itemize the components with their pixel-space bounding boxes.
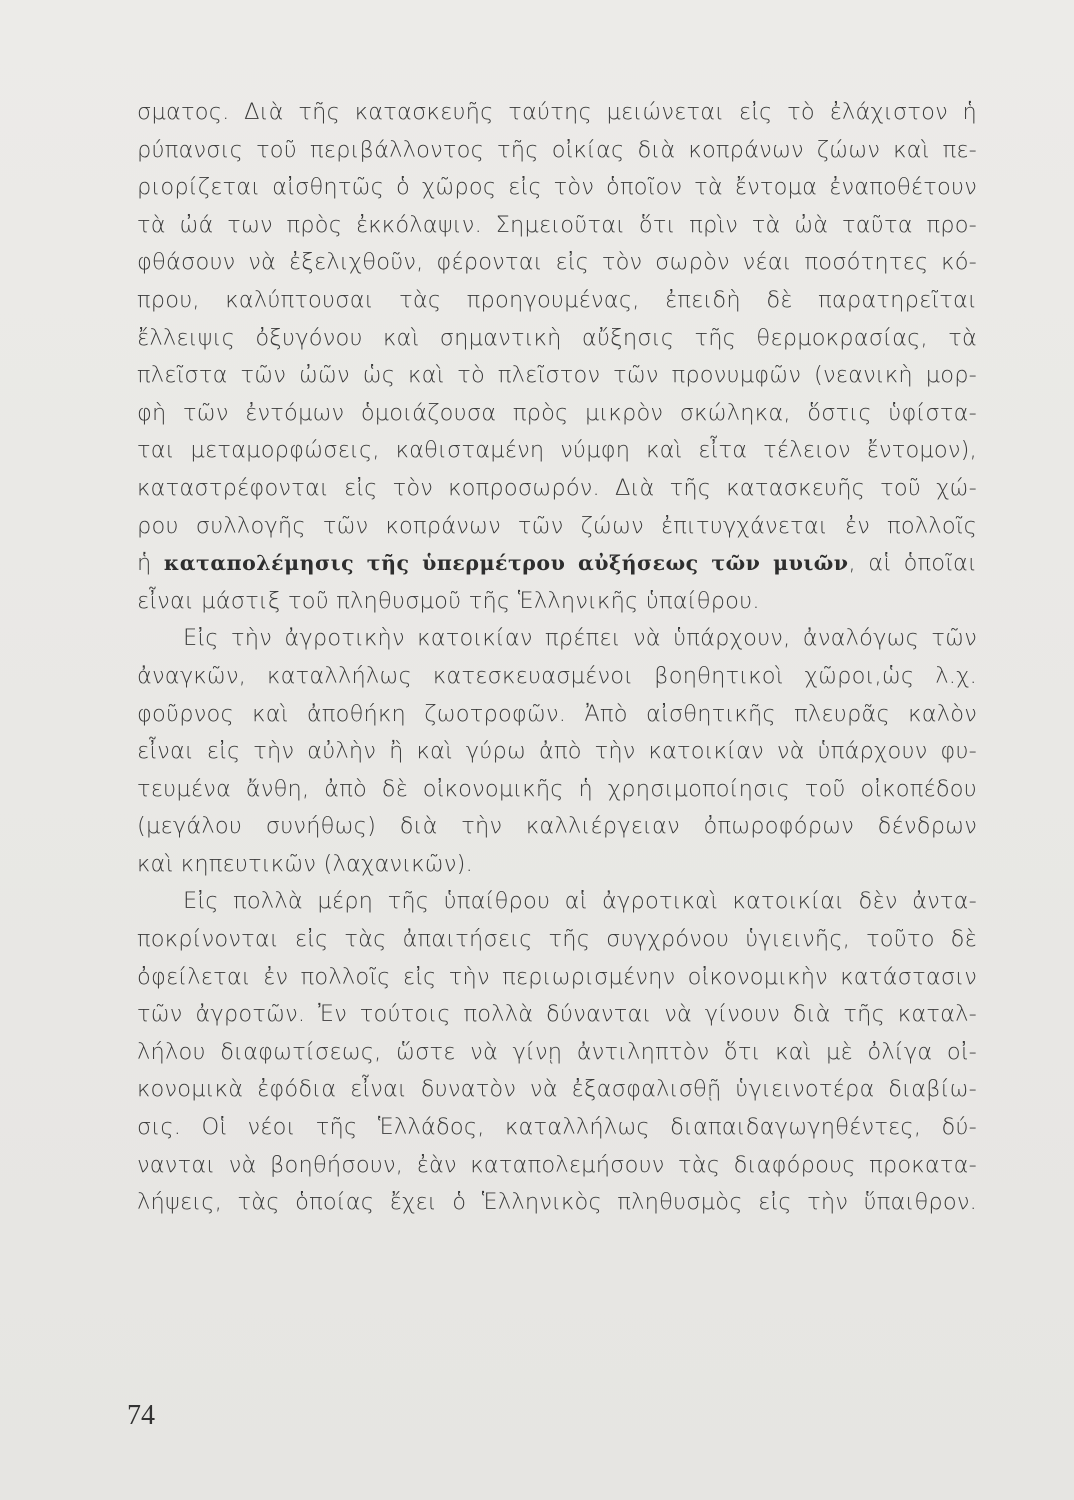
text-line: [137, 1071, 977, 1109]
text-line: [137, 883, 977, 921]
text-line: [137, 244, 977, 282]
text-line: [137, 395, 977, 433]
text-line: [137, 1147, 977, 1185]
line-text: (μεγάλου συνήθως) διὰ τὴν καλλιέργειαν ὀπωροφόρων δένδρων: [137, 813, 977, 840]
text-line: [137, 583, 977, 621]
text-line: [137, 1034, 977, 1072]
line-text: πρου, καλύπτουσαι τὰς προηγουμένας, ἐπειδὴ δὲ παρατηρεῖται: [137, 286, 977, 313]
text-line: [137, 357, 977, 395]
line-text: καταστρέφονται εἰς τὸν κοπροσωρόν. Διὰ τῆς κατασκευῆς τοῦ χώ-: [137, 474, 977, 501]
line-text: φὴ τῶν ἐντόμων ὁμοιάζουσα πρὸς μικρὸν σκώληκα, ὅστις ὑφίστα-: [137, 399, 977, 426]
text-line: [137, 1184, 977, 1222]
line-text: νανται νὰ βοηθήσουν, ἐὰν καταπολεμήσουν τὰς διαφόρους προκατα-: [137, 1151, 977, 1178]
text-line: [137, 846, 977, 884]
text-line: [137, 959, 977, 997]
line-text: φθάσουν νὰ ἐξελιχθοῦν, φέρονται εἰς τὸν σωρὸν νέαι ποσότητες κό-: [137, 249, 977, 276]
text-line: [137, 1109, 977, 1147]
line-text: ἔλλειψις ὀξυγόνου καὶ σημαντικὴ αὔξησις τῆς θερμοκρασίας, τὰ: [137, 324, 977, 351]
text-line: [137, 545, 977, 583]
body-text: [137, 94, 977, 1222]
line-text: τευμένα ἄνθη, ἀπὸ δὲ οἰκονομικῆς ἡ χρησιμοποίησις τοῦ οἰκοπέδου: [137, 775, 977, 802]
text-line: [137, 808, 977, 846]
line-text: ριορίζεται αἰσθητῶς ὁ χῶρος εἰς τὸν ὁποῖον τὰ ἔντομα ἐναποθέτουν: [137, 174, 977, 201]
text-line: [137, 921, 977, 959]
text-line: [137, 696, 977, 734]
line-text: Εἰς τὴν ἀγροτικὴν κατοικίαν πρέπει νὰ ὑπάρχουν, ἀναλόγως τῶν: [183, 625, 977, 652]
text-line: [137, 207, 977, 245]
line-text: τῶν ἀγροτῶν. Ἐν τούτοις πολλὰ δύνανται νὰ γίνουν διὰ τῆς καταλ-: [137, 1001, 977, 1028]
line-text: ρου συλλογῆς τῶν κοπράνων τῶν ζώων ἐπιτυγχάνεται ἐν πολλοῖς: [137, 512, 977, 539]
line-text: εἶναι εἰς τὴν αὐλὴν ἢ καὶ γύρω ἀπὸ τὴν κατοικίαν νὰ ὑπάρχουν φυ-: [137, 738, 977, 765]
line-text: ἀναγκῶν, καταλλήλως κατεσκευασμένοι βοηθητικοὶ χῶροι,ὡς λ.χ.: [137, 662, 977, 689]
text-line: [137, 169, 977, 207]
text-line: [137, 508, 977, 546]
text-line: [137, 470, 977, 508]
line-text: εἶναι μάστιξ τοῦ πληθυσμοῦ τῆς Ἑλληνικῆς ὑπαίθρου.: [137, 587, 760, 614]
text-line: [137, 282, 977, 320]
bold-emphasis: καταπολέμησις τῆς ὑπερμέτρου αὐξήσεως τῶν μυιῶν: [163, 551, 849, 576]
line-text: ἡ: [137, 550, 164, 577]
text-line: [137, 132, 977, 170]
text-line: [137, 432, 977, 470]
line-text: πλεῖστα τῶν ὠῶν ὡς καὶ τὸ πλεῖστον τῶν προνυμφῶν (νεανικὴ μορ-: [137, 362, 977, 389]
text-line: [137, 771, 977, 809]
text-line: [137, 94, 977, 132]
line-text: ται μεταμορφώσεις, καθισταμένη νύμφη καὶ εἶτα τέλειον ἔντομον),: [137, 437, 977, 464]
line-text: λήλου διαφωτίσεως, ὥστε νὰ γίνῃ ἀντιληπτὸν ὅτι καὶ μὲ ὀλίγα οἰ-: [137, 1038, 977, 1065]
line-text: λήψεις, τὰς ὁποίας ἔχει ὁ Ἑλληνικὸς πληθυσμὸς εἰς τὴν ὕπαιθρον.: [137, 1189, 977, 1216]
line-text: τὰ ὠά των πρὸς ἐκκόλαψιν. Σημειοῦται ὅτι πρὶν τὰ ὠὰ ταῦτα προ-: [137, 211, 977, 238]
line-text: Εἰς πολλὰ μέρη τῆς ὑπαίθρου αἱ ἀγροτικαὶ κατοικίαι δὲν ἀντα-: [183, 888, 977, 915]
line-text: ὀφείλεται ἐν πολλοῖς εἰς τὴν περιωρισμένην οἰκονομικὴν κατάστασιν: [137, 963, 977, 990]
line-text: σματος. Διὰ τῆς κατασκευῆς ταύτης μειώνεται εἰς τὸ ἐλάχιστον ἡ: [137, 99, 977, 125]
line-text: σις. Οἱ νέοι τῆς Ἑλλάδος, καταλλήλως διαπαιδαγωγηθέντες, δύ-: [137, 1114, 977, 1141]
line-text: ποκρίνονται εἰς τὰς ἀπαιτήσεις τῆς συγχρόνου ὑγιεινῆς, τοῦτο δὲ: [137, 926, 977, 953]
line-text: κονομικὰ ἐφόδια εἶναι δυνατὸν νὰ ἐξασφαλισθῇ ὑγιεινοτέρα διαβίω-: [137, 1076, 977, 1103]
text-line: [137, 733, 977, 771]
text-line: [137, 996, 977, 1034]
text-line: [137, 658, 977, 696]
line-text-after: , αἱ ὁποῖαι: [848, 550, 977, 577]
line-text: φοῦρνος καὶ ἀποθήκη ζωοτροφῶν. Ἀπὸ αἰσθητικῆς πλευρᾶς καλὸν: [137, 700, 977, 727]
text-line: [137, 320, 977, 358]
line-text: ρύπανσις τοῦ περιβάλλοντος τῆς οἰκίας διὰ κοπράνων ζώων καὶ πε-: [137, 136, 977, 163]
text-line: [137, 620, 977, 658]
page-number: 74: [127, 1400, 155, 1431]
line-text: καὶ κηπευτικῶν (λαχανικῶν).: [137, 850, 473, 877]
